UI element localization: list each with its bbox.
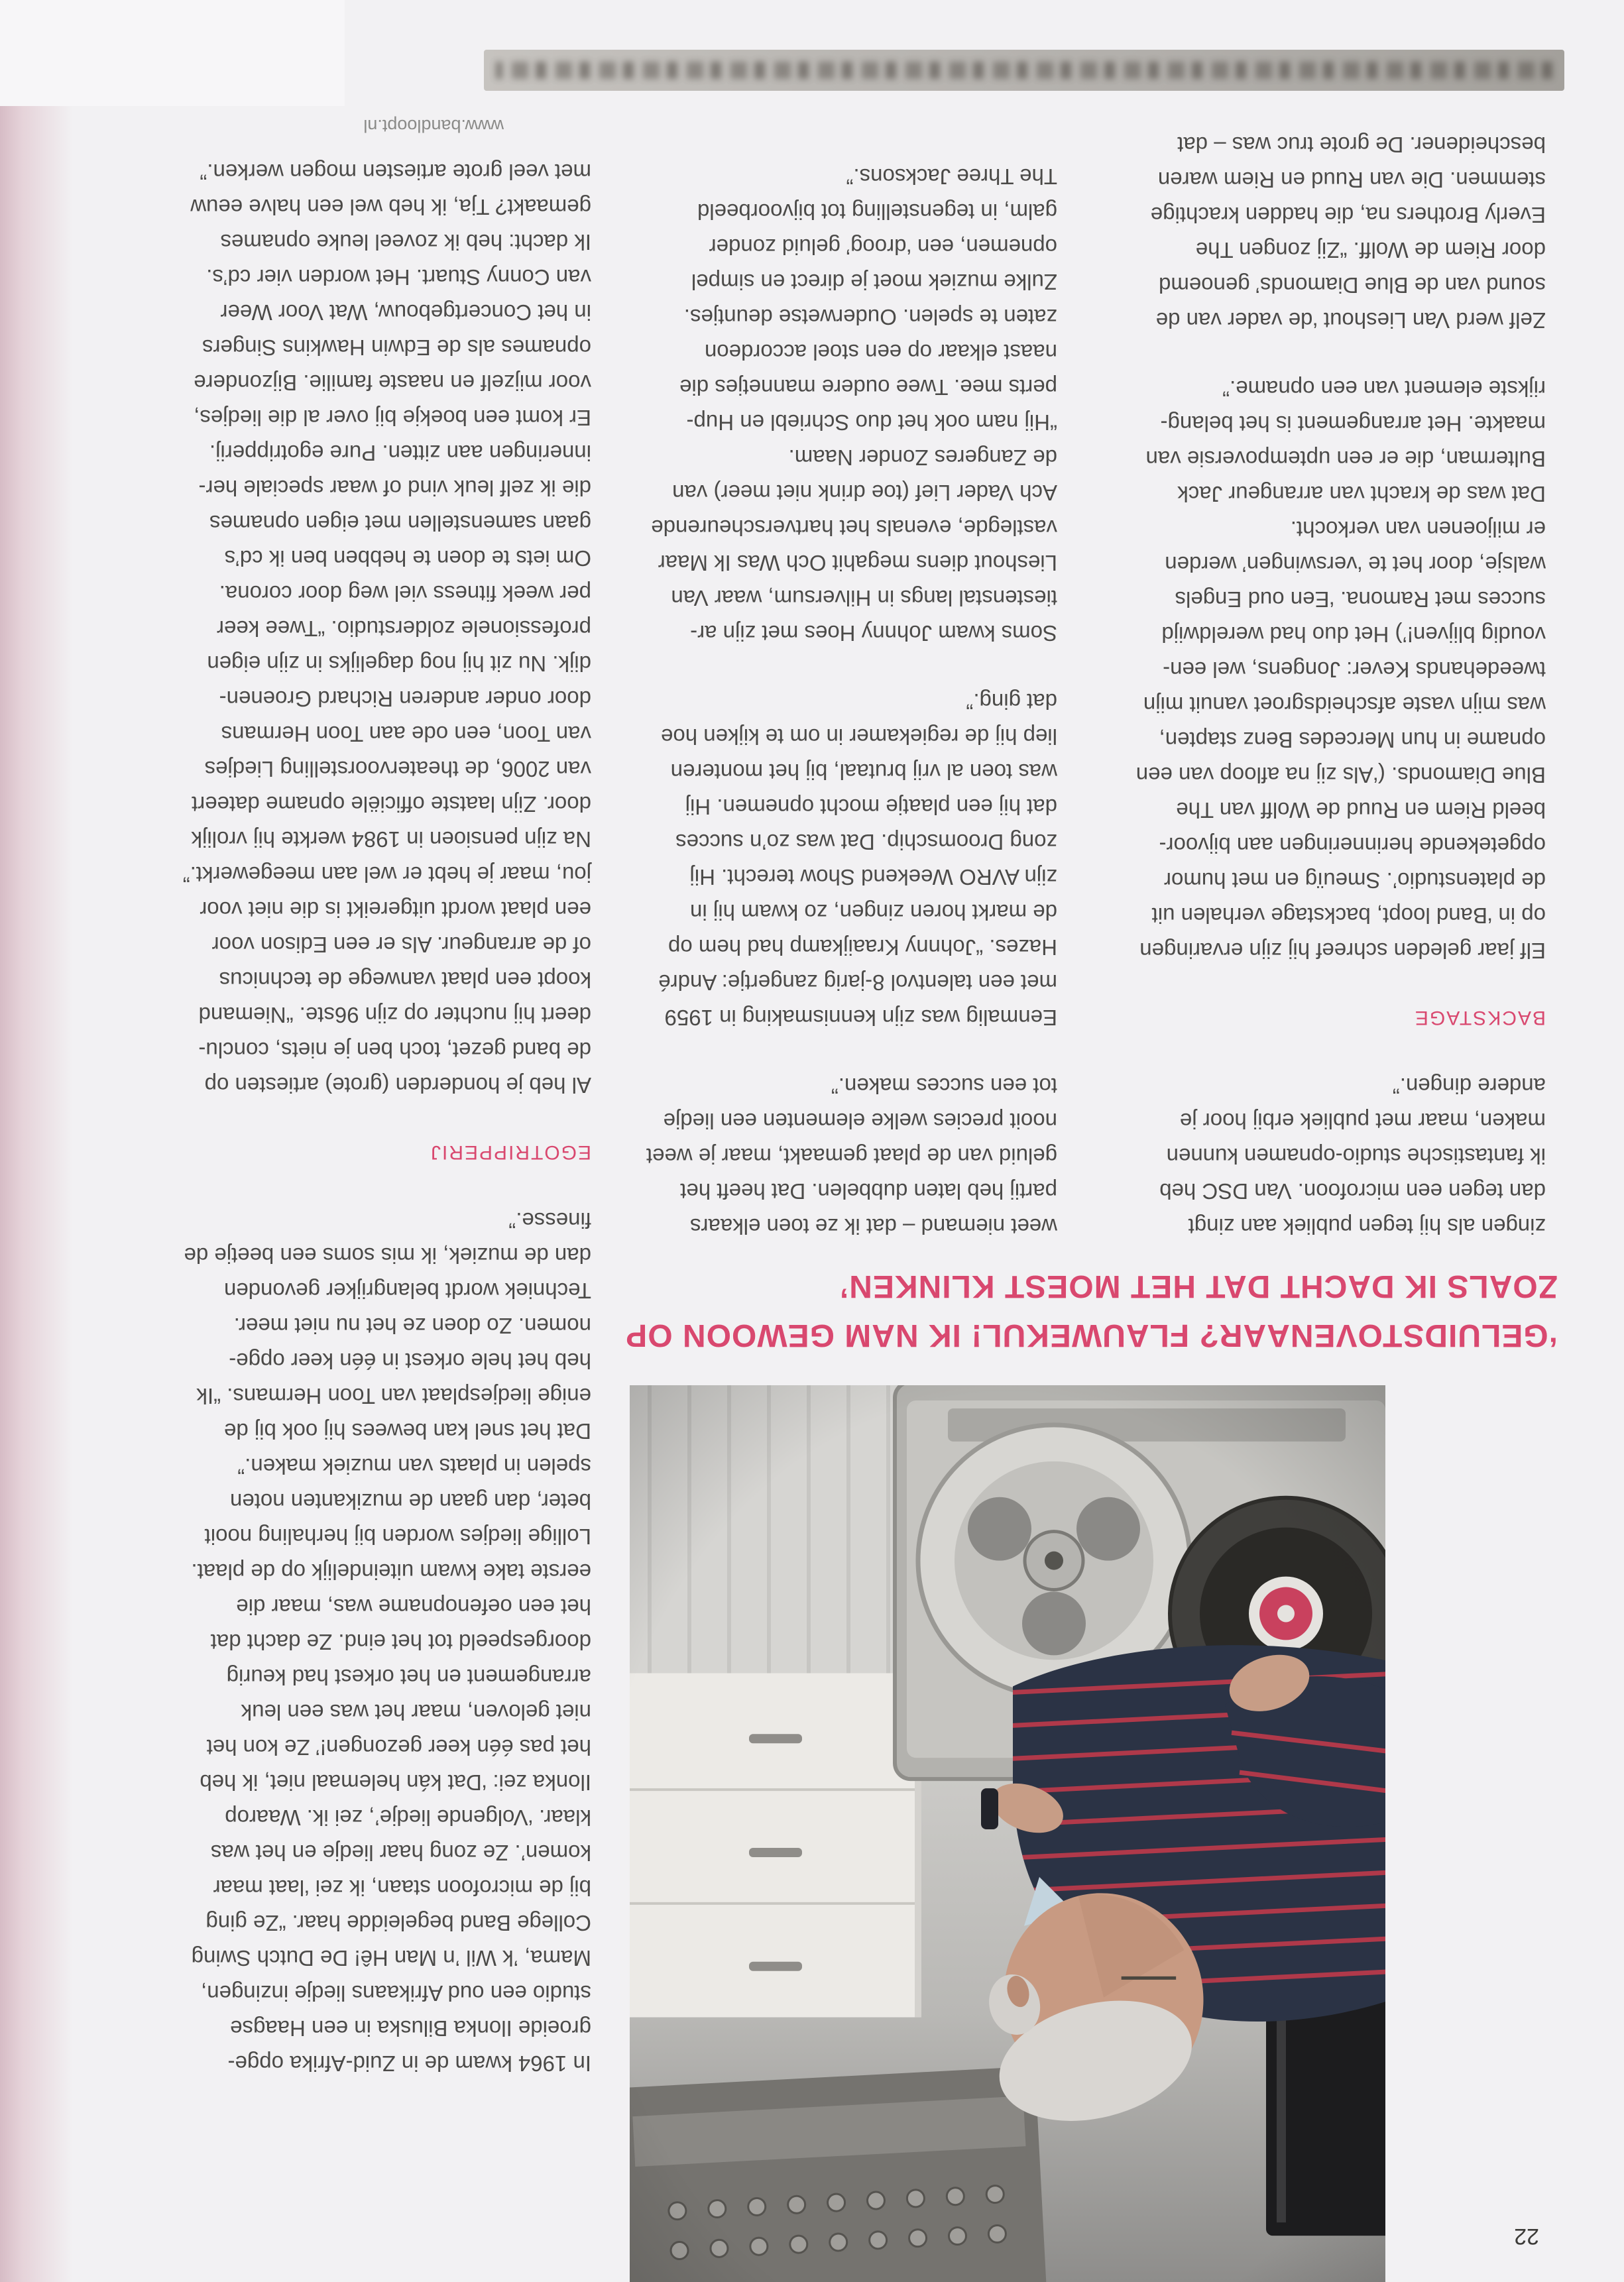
text-line: was mijn vaste afscheidsgroet vanuit mijn bbox=[1143, 693, 1546, 717]
text-line: spelen in plaats van muziek maken.” bbox=[237, 1454, 591, 1479]
text-line: de platenstudio’. Smeuïg en met humor bbox=[1163, 868, 1546, 893]
paragraph-intro-continuation bbox=[1088, 1068, 1546, 1244]
text-line: met een talentvol 8-jarig zangertje: André bbox=[658, 970, 1057, 995]
text-line: doorgespeeld tot het eind. Ze dacht dat bbox=[210, 1630, 591, 1654]
text-line: Zulke muziek moet je direct en simpel bbox=[691, 270, 1057, 294]
article-headline bbox=[590, 1261, 1558, 1359]
text-line: Na zijn pensioen in 1984 werkte hij vrolijk bbox=[191, 827, 591, 852]
text-line: was toen al vrij brutaal, bij het monteren bbox=[670, 760, 1057, 784]
text-line: opgetekende herinneringen aan bijvoor- bbox=[1159, 833, 1546, 858]
text-line: dan tegen een microfoon. Van DSC heb bbox=[1159, 1179, 1546, 1204]
text-line: eerste take kwam uiteindelijk op de plaat. bbox=[191, 1560, 591, 1584]
text-line: zaten te spelen. Ouderwetse deuntjes. bbox=[683, 305, 1057, 329]
text-line: dan de muziek, ik mis soms een beetje de bbox=[184, 1243, 591, 1268]
text-line: per week fitness viel weg door corona. bbox=[219, 581, 591, 606]
text-line: beter, dan gaan de muzikanten noten bbox=[230, 1489, 591, 1514]
text-line: koopt een plaat vanwege de technicus bbox=[219, 968, 591, 992]
text-line: dijk. Nu zit hij nog dagelijks in zijn eigen bbox=[207, 652, 591, 676]
text-line: nooit precies welke elementen een liedje bbox=[663, 1109, 1057, 1133]
text-line: Eenmalig was zijn kennismaking in 1959 bbox=[664, 1005, 1057, 1030]
text-line: liep hij de regiekamer in om te kijken hoe bbox=[661, 724, 1057, 749]
text-line: maken, maar met publiek erbij hoor je bbox=[1179, 1109, 1546, 1133]
text-line: rijkste element van een opname.” bbox=[1222, 376, 1546, 401]
text-line: of de arrangeur. Als er een Edison voor bbox=[211, 933, 591, 957]
text-line: jou, maar je hebt er wel aan meegewerkt.” bbox=[182, 862, 591, 887]
paragraph bbox=[134, 1203, 591, 2081]
text-line: “Hij nam ook het duo Schriebl en Hup- bbox=[686, 410, 1057, 435]
text-line: maakte. Het arrangement is het belang- bbox=[1160, 412, 1546, 436]
photo-vignette bbox=[630, 1385, 1385, 2282]
text-line: tweedehands Kever: Jongens, wel een- bbox=[1163, 657, 1546, 682]
scan-corner-highlight bbox=[0, 0, 345, 106]
paragraph bbox=[600, 684, 1057, 1035]
text-line: Soms kwam Johnny Hoes met zijn ar- bbox=[690, 621, 1057, 646]
text-line: het een oefenopname was, maar die bbox=[236, 1595, 591, 1619]
text-line: Dat het snel kan bewees hij ook bij de bbox=[223, 1419, 591, 1444]
text-line: met veel grote artiesten mogen werken.” bbox=[200, 160, 591, 184]
text-line: stemmen. Die van Ruud en Riem waren bbox=[1157, 168, 1546, 192]
text-line: partij heb laten dubbelen. Dat heeft het bbox=[680, 1179, 1057, 1204]
text-line: op in ‘Band loopt, backstage verhalen uit bbox=[1151, 903, 1546, 928]
scan-edge-tint bbox=[0, 0, 73, 2282]
text-line: Lieshout diens megahit Och Was Ik Maar bbox=[658, 551, 1057, 575]
text-line: opname in hun Mercedes Benz stapten, bbox=[1159, 728, 1546, 752]
text-line: weet niemand – dat ik ze toen elkaars bbox=[690, 1214, 1057, 1239]
text-line: Elf jaar geleden schreef hij zijn ervaringen bbox=[1139, 939, 1546, 963]
text-line: heb het hele orkest in één keer opge- bbox=[229, 1349, 591, 1373]
text-line: beeld Riem en Ruud de Wolff van The bbox=[1176, 798, 1546, 823]
text-line: gemaakt? Tja, ik heb wel een halve eeuw bbox=[190, 195, 591, 219]
text-line: Ik dacht: heb ik zoveel leuke opnames bbox=[220, 230, 591, 255]
text-line: Zelf werd Van Lieshout ‘de vader van de bbox=[1155, 308, 1546, 333]
text-line: in het Concertgebouw, Wat Voor Weer bbox=[220, 300, 591, 325]
text-line: van Conny Stuart. Het worden vier cd’s. bbox=[206, 265, 591, 290]
text-line: enige liedjesplaat van Toon Hermans. “Ik bbox=[196, 1384, 591, 1408]
text-line: groeide Ilonka Biluska in een Haagse bbox=[230, 2016, 591, 2041]
text-line: het pas één keer gezongen!’ Ze kon het bbox=[206, 1735, 591, 1760]
text-line: de Zangeres Zonder Naam. bbox=[788, 445, 1057, 470]
text-line: die ik zelf leuk vind of waar speciale her- bbox=[198, 476, 591, 500]
text-line: inneringen aan zitten. Pure egotripperij. bbox=[209, 441, 591, 465]
headline-line-1: ‘GELUIDSTOVENAAR? FLAUWEKUL! IK NAM GEWOON OP bbox=[625, 1318, 1558, 1353]
text-line: niet geloven, maar het was een leuk bbox=[241, 1700, 591, 1725]
text-line: Dat was de kracht van arrangeur Jack bbox=[1177, 482, 1546, 506]
text-line: studio een oud Afrikaans liedje inzingen, bbox=[201, 1981, 591, 2006]
text-line: tiestenstal langs in Hilversum, waar Van bbox=[671, 586, 1057, 610]
text-line: vastlegde, evenals het hartverscheurende bbox=[651, 516, 1057, 540]
text-line: Blue Diamonds. (‘Als zij na afloop van een bbox=[1135, 763, 1546, 787]
text-line: er miljoenen van verkocht. bbox=[1290, 517, 1546, 542]
text-line: de markt horen zingen, zo kwam hij in bbox=[690, 900, 1057, 925]
text-line: Lollige liedjes worden bij herhaling nooit bbox=[204, 1524, 591, 1549]
text-line: Er komt een boekje bij over al die liedjes, bbox=[194, 406, 591, 430]
studio-photo bbox=[630, 1385, 1385, 2282]
text-line: geluid van de plaat gemaakt, maar je weet bbox=[646, 1144, 1057, 1169]
text-line: dat ging.” bbox=[966, 689, 1057, 714]
next-page-showthrough-strip bbox=[484, 50, 1564, 91]
text-line: klaar. ‘Volgende liedje’, zei ik. Waarop bbox=[225, 1805, 591, 1830]
text-line: The Three Jacksons.” bbox=[846, 164, 1057, 189]
text-line: Al heb je honderden (grote) artiesten op bbox=[204, 1073, 591, 1098]
text-line: door. Zijn laatste officiële opname dateert bbox=[192, 792, 591, 817]
text-line: College Band begeleidde haar. “Ze ging bbox=[205, 1911, 591, 1935]
text-line: zong Droomschip. Dat was zo’n succes bbox=[675, 830, 1057, 854]
blurred-showthrough-text bbox=[496, 62, 1552, 79]
text-line: dat hij een plaatje mocht opnemen. Hij bbox=[685, 795, 1057, 819]
text-line: deert hij nuchter op zijn 96ste. “Niemand bbox=[198, 1003, 591, 1027]
text-line: galm, in tegenstelling tot bijvoorbeeld bbox=[697, 200, 1057, 224]
text-line: Ilonka zei: ‘Dat kán helemaal niet, ik heb bbox=[200, 1770, 591, 1795]
text-line: opnames als de Edwin Hawkins Singers bbox=[202, 335, 591, 360]
text-line: Everly Brothers na, die hadden krachtige bbox=[1150, 203, 1546, 227]
text-line: bij de microfoon staan, ik zei ‘laat maar bbox=[213, 1876, 591, 1900]
text-line: walsje, door het te ‘verswingen’ werden bbox=[1165, 552, 1546, 577]
paragraph bbox=[1088, 127, 1546, 338]
text-line: Ach Vader Lief (toe drink niet meer) van bbox=[672, 481, 1057, 505]
headline-line-2: ZOALS IK DACHT DAT HET MOEST KLINKEN’ bbox=[839, 1269, 1558, 1304]
paragraph bbox=[1088, 371, 1546, 968]
text-line: een plaat wordt uitgereikt is die niet voor bbox=[200, 897, 591, 922]
text-line: de band gezet, toch ben je niets, conclu- bbox=[198, 1038, 591, 1062]
text-line: tot een succes maken.” bbox=[831, 1074, 1057, 1098]
text-line: In 1964 kwam de in Zuid-Afrika opge- bbox=[227, 2051, 591, 2076]
text-line: sound van de Blue Diamonds’ genoemd bbox=[1159, 273, 1546, 298]
body-column-left bbox=[1088, 127, 1546, 1244]
text-line: finesse.” bbox=[508, 1208, 591, 1233]
studio-photo-illustration bbox=[630, 1385, 1385, 2282]
text-line: Om iets te doen te hebben ben ik cd’s bbox=[224, 546, 591, 571]
text-line: komen’. Ze zong haar liedje en het was bbox=[210, 1841, 591, 1865]
text-line: zingen als hij tegen publiek aan zingt bbox=[1188, 1214, 1546, 1239]
text-line: arrangement en het orkest had keurig bbox=[226, 1665, 591, 1689]
text-line: Hazes. “Johnny Kraaijkamp had hem op bbox=[668, 935, 1057, 960]
text-line: Techniek wordt belangrijker gevonden bbox=[223, 1279, 591, 1303]
text-line: door onder anderen Richard Groenen- bbox=[219, 687, 591, 711]
text-line: zijn AVRO Weekend Show terecht. Hij bbox=[689, 865, 1057, 889]
text-line: professionele zolderstudio. “Twee keer bbox=[217, 616, 591, 641]
page-number: 22 bbox=[1514, 2224, 1539, 2249]
body-column-right bbox=[134, 154, 591, 2081]
text-line: perts mee. Twee oudere mannetjes die bbox=[679, 375, 1057, 400]
paragraph bbox=[600, 159, 1057, 651]
text-line: voor mijzelf en naaste familie. Bijzondere bbox=[194, 371, 591, 395]
text-line: naast elkaar op een stoel accordeon bbox=[704, 340, 1057, 365]
body-column-middle bbox=[600, 159, 1057, 1244]
text-line: Mama, ’k Wil ’n Man Hê! De Dutch Swing bbox=[191, 1946, 591, 1970]
paragraph bbox=[600, 1068, 1057, 1244]
text-line: door Riem de Wolff. “Zij zongen The bbox=[1195, 238, 1546, 262]
section-heading-backstage: BACKSTAGE bbox=[1413, 1007, 1546, 1029]
text-line: van 2006, de theatervoorstelling Liedjes bbox=[204, 757, 591, 781]
text-line: bescheidener. De grote truc was – dat bbox=[1177, 133, 1546, 157]
text-line: voudig blijven!’) Het duo had wereldwijd bbox=[1161, 622, 1546, 647]
text-line: opnemen, een ‘droog’ geluid zonder bbox=[709, 235, 1057, 259]
text-line: andere dingen.” bbox=[1392, 1074, 1546, 1098]
section-heading-egotripperij: EGOTRIPPERIJ bbox=[429, 1141, 591, 1163]
text-line: gaan samenstellen met eigen opnames bbox=[209, 511, 591, 536]
text-line: ik fantastische studio-opnamen kunnen bbox=[1166, 1144, 1546, 1169]
text-line: van Toon, een ode aan Toon Hermans bbox=[221, 722, 591, 746]
paragraph bbox=[134, 154, 591, 1103]
text-line: nomen. Zo doen ze het nu niet meer. bbox=[233, 1314, 591, 1338]
website-footer: www.bandloopt.nl bbox=[363, 116, 504, 136]
text-line: Bulterman, die er een uptempoversie van bbox=[1145, 447, 1546, 471]
text-line: succes met Ramona. ‘Een oud Engels bbox=[1175, 587, 1546, 612]
